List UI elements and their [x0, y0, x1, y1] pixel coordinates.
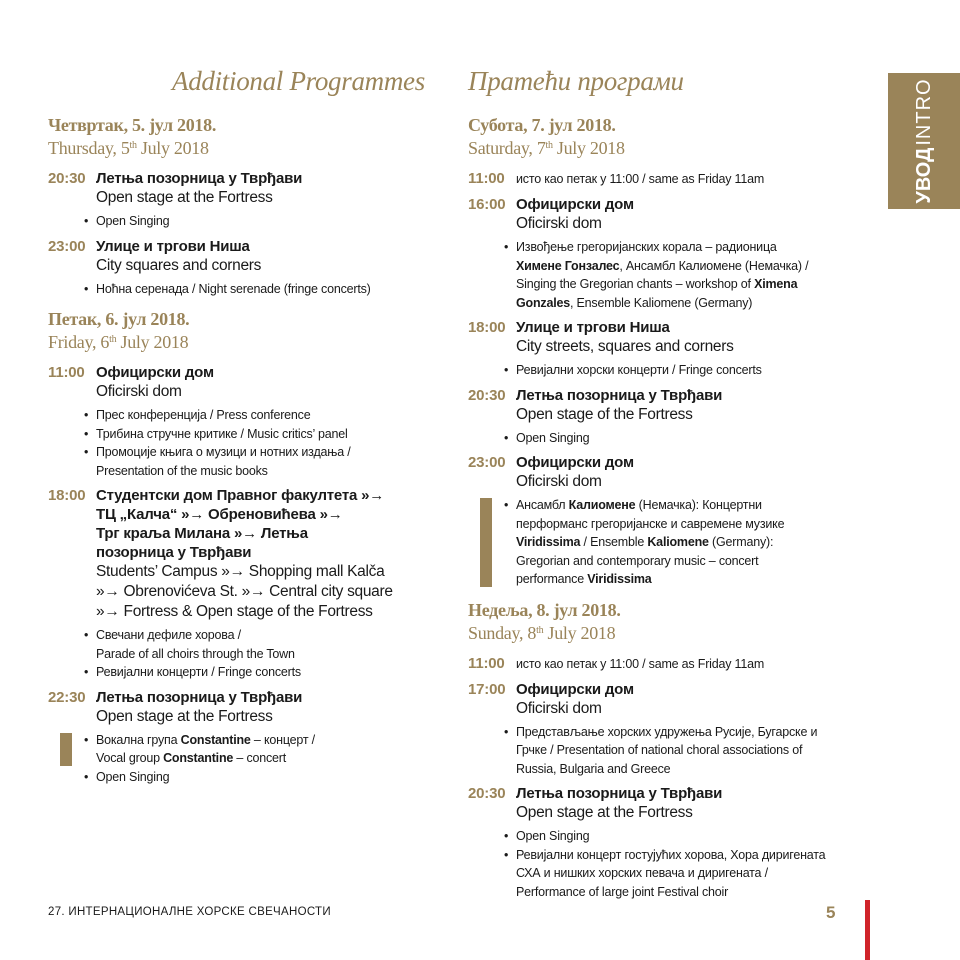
- event-item: [48, 237, 458, 299]
- day-en-ordinal: th: [536, 624, 544, 636]
- day-title-sr: Субота, 7. јул 2018.: [468, 115, 616, 135]
- day-en-text: July 2018: [552, 138, 625, 158]
- event-bullet-item: [516, 361, 878, 380]
- event-note: исто као петак у 11:00 / same as Friday 11am: [516, 172, 765, 186]
- event-bullets: [96, 406, 458, 480]
- day-title-sr: Петак, 6. јул 2018.: [48, 309, 190, 329]
- day-heading: [468, 599, 878, 645]
- event-time: 20:30: [48, 170, 86, 187]
- day-section: [48, 114, 458, 298]
- event-bullet-item: [96, 443, 458, 480]
- event-bullet-item: [96, 731, 458, 768]
- event-bullet-item: [516, 723, 878, 779]
- day-en-text: July 2018: [116, 332, 189, 352]
- event-item: [468, 386, 878, 448]
- event-bullets: [96, 626, 458, 682]
- day-section: [468, 599, 878, 902]
- programme-column-left: [48, 114, 458, 796]
- day-en-text: Saturday, 7: [468, 138, 546, 158]
- event-venue-sr: Летња позорница у Тврђави: [516, 386, 723, 404]
- bullet-text: Ревијални концерти / Fringe concerts: [96, 665, 301, 679]
- bullet-text: Ревијални хорски концерти / Fringe concerts: [516, 363, 762, 377]
- event-bullets: [516, 429, 878, 448]
- event-item: [48, 169, 458, 231]
- event-time: 17:00: [468, 680, 506, 698]
- bullet-text: , Ensemble Kaliomene (Germany): [569, 295, 753, 310]
- event-item: [468, 318, 878, 380]
- bold-name: Kaliomene: [647, 535, 709, 549]
- event-venue-en: Open stage at the Fortress: [96, 189, 273, 206]
- day-section: [468, 114, 878, 589]
- event-item: [468, 169, 878, 189]
- bold-name: Constantine: [180, 732, 251, 747]
- event-time: 22:30: [48, 688, 86, 706]
- bullet-text: (Немачка): Концертни перформанс грегоријанске и савремене музике: [516, 498, 785, 531]
- bullet-text: Представљање хорских удружења Русије, Бугарске и Грчке / Presentation of national choral associations of Russia, Bulgaria and Greece: [516, 724, 818, 776]
- event-item: [468, 680, 878, 779]
- event-venue-en: City squares and corners: [96, 256, 262, 274]
- event-venue-sr: Летња позорница у Тврђави: [96, 688, 303, 706]
- event-venue-en: City streets, squares and corners: [516, 338, 734, 355]
- footer-festival-name: 27. ИНТЕРНАЦИОНАЛНЕ ХОРСКЕ СВЕЧАНОСТИ: [48, 906, 331, 918]
- event-bullet-item: [96, 663, 458, 682]
- bullet-text: – concert: [233, 751, 287, 765]
- event-venue-en: Oficirski dom: [516, 473, 602, 490]
- event-venue-sr: Летња позорница у Тврђави: [96, 170, 303, 187]
- event-bullet-item: [516, 429, 878, 448]
- day-section: [48, 308, 458, 786]
- section-tab-label: [914, 78, 934, 203]
- day-title-sr: Четвртак, 5. јул 2018.: [48, 115, 217, 135]
- event-venue-sr: Улице и тргови Ниша: [96, 237, 250, 255]
- bullet-text: (Germany): Gregorian and contemporary music – concert performance: [516, 535, 774, 586]
- page-number: 5: [826, 903, 836, 922]
- event-bullet-item: [516, 238, 878, 312]
- event-venue-en: Open stage of the Fortress: [516, 405, 693, 423]
- event-bullet-item: [516, 846, 878, 902]
- tab-label-sr: УВОД: [913, 147, 935, 204]
- day-en-text: July 2018: [543, 622, 616, 643]
- event-bullets: [516, 723, 878, 779]
- event-time: 11:00: [468, 654, 505, 672]
- bullet-text: Open Singing: [516, 430, 590, 445]
- event-item: [48, 688, 458, 787]
- event-bullets: [516, 827, 878, 901]
- day-title-en: [468, 622, 878, 645]
- bullet-text: – концерт / Vocal group: [96, 732, 315, 765]
- event-venue-sr: Улице и тргови Ниша: [516, 319, 670, 336]
- day-heading: [48, 114, 458, 160]
- bullet-text: Ансамбл: [516, 498, 569, 512]
- event-time: 23:00: [468, 454, 506, 471]
- event-venue-sr: Официрски дом: [96, 364, 214, 381]
- event-bullets: [96, 280, 458, 299]
- event-venue-en: Oficirski dom: [516, 215, 602, 232]
- event-venue-en: Oficirski dom: [516, 699, 602, 717]
- day-heading: [48, 308, 458, 354]
- bullet-text: Свечани дефиле хорова / Parade of all choirs through the Town: [96, 628, 295, 661]
- event-bullets: [96, 212, 458, 231]
- bullet-text: / Ensemble: [580, 535, 648, 549]
- event-venue-en: Oficirski dom: [96, 383, 182, 400]
- section-tab-intro[interactable]: [888, 73, 960, 209]
- bold-name: Калиомене: [568, 498, 636, 512]
- event-time: 11:00: [468, 170, 505, 187]
- event-bullet-item: [96, 425, 458, 444]
- event-bullet-item: [96, 406, 458, 425]
- event-time: 23:00: [48, 237, 86, 255]
- event-bullet-item: [96, 212, 458, 231]
- event-time: 18:00: [468, 319, 506, 336]
- bullet-text: , Ансамбл Калиомене (Немачка) / Singing the Gregorian chants – workshop of: [516, 258, 809, 291]
- event-venue-sr: Официрски дом: [516, 454, 634, 471]
- event-item: [468, 784, 878, 901]
- event-time: 18:00: [48, 487, 86, 504]
- day-title-sr: Недеља, 8. јул 2018.: [468, 599, 621, 620]
- event-venue-sr: Официрски дом: [516, 196, 634, 213]
- highlight-bar: [60, 733, 72, 766]
- day-heading: [468, 114, 878, 160]
- bullet-text: Open Singing: [516, 829, 590, 843]
- event-bullets: [516, 238, 878, 312]
- event-time: 20:30: [468, 386, 506, 404]
- event-item: [468, 453, 878, 589]
- programme-column-right: [468, 114, 878, 911]
- page-marker-bar: [865, 900, 870, 960]
- bold-name: Constantine: [163, 751, 234, 765]
- event-time: 16:00: [468, 196, 506, 213]
- event-venue-en: Students’ Campus »→ Shopping mall Kalča »→ Obrenovićeva St. »→ Central city square »→ Fortress & Open stage of the Fortress: [96, 563, 393, 620]
- tab-label-en: INTRO: [913, 78, 935, 146]
- bold-name: Viridissima: [587, 572, 652, 586]
- heading-serbian: Пратећи програми: [468, 66, 684, 96]
- day-en-ordinal: th: [109, 334, 117, 345]
- bullet-text: Ревијални концерт гостујућих хорова, Хора диригената СХА и нишких хорских певача и диригената / Performance of large joint Festival choir: [516, 847, 826, 899]
- event-bullet-item: [516, 827, 878, 846]
- day-en-text: Thursday, 5: [48, 138, 130, 158]
- event-venue-en: Open stage at the Fortress: [516, 804, 693, 821]
- bold-name: Ximena Gonzales: [516, 277, 798, 310]
- bullet-text: Трибина стручне критике / Music critics’ panel: [96, 426, 348, 441]
- day-en-ordinal: th: [129, 140, 137, 151]
- event-venue-sr: Летња позорница у Тврђави: [516, 785, 723, 802]
- day-title-en: [48, 137, 458, 160]
- event-item: [468, 195, 878, 312]
- day-title-en: [48, 331, 458, 354]
- event-bullet-item: [96, 768, 458, 787]
- event-time: 20:30: [468, 785, 506, 802]
- event-item: [48, 363, 458, 480]
- event-bullet-item: [96, 626, 458, 663]
- event-bullet-item: [516, 496, 878, 589]
- bullet-text: Ноћна серенада / Night serenade (fringe concerts): [96, 281, 371, 296]
- highlight-bar: [480, 498, 492, 587]
- event-time: 11:00: [48, 364, 85, 381]
- bold-name: Химене Гонзалес: [516, 258, 620, 273]
- bold-name: Viridissima: [516, 535, 581, 549]
- day-en-ordinal: th: [545, 140, 553, 151]
- day-en-text: July 2018: [136, 138, 209, 158]
- day-title-en: [468, 137, 878, 160]
- event-venue-en: Open stage at the Fortress: [96, 707, 273, 725]
- day-en-text: Sunday, 8: [468, 622, 537, 643]
- event-venue-sr: Студентски дом Правног факултета »→ ТЦ „Калча“ »→ Обреновићева »→ Трг краља Милана »→ Летња позорница у Тврђави: [96, 487, 385, 561]
- bullet-text: Open Singing: [96, 769, 170, 784]
- bullet-text: Извођење грегоријанских корала – радионица: [516, 240, 777, 254]
- event-bullets: [96, 731, 458, 787]
- event-bullets: [516, 496, 878, 589]
- event-item: [468, 654, 878, 674]
- bullet-text: Вокална група: [96, 732, 181, 747]
- bullet-text: Open Singing: [96, 214, 170, 228]
- day-en-text: Friday, 6: [48, 332, 110, 352]
- event-venue-sr: Официрски дом: [516, 680, 634, 698]
- bullet-text: Промоције књига о музици и нотних издања / Presentation of the music books: [96, 445, 351, 478]
- bullet-text: Прес конференција / Press conference: [96, 408, 311, 422]
- event-bullets: [516, 361, 878, 380]
- heading-english: Additional Programmes: [172, 66, 425, 96]
- event-note: исто као петак у 11:00 / same as Friday 11am: [516, 656, 765, 671]
- event-bullet-item: [96, 280, 458, 299]
- event-item: [48, 486, 458, 682]
